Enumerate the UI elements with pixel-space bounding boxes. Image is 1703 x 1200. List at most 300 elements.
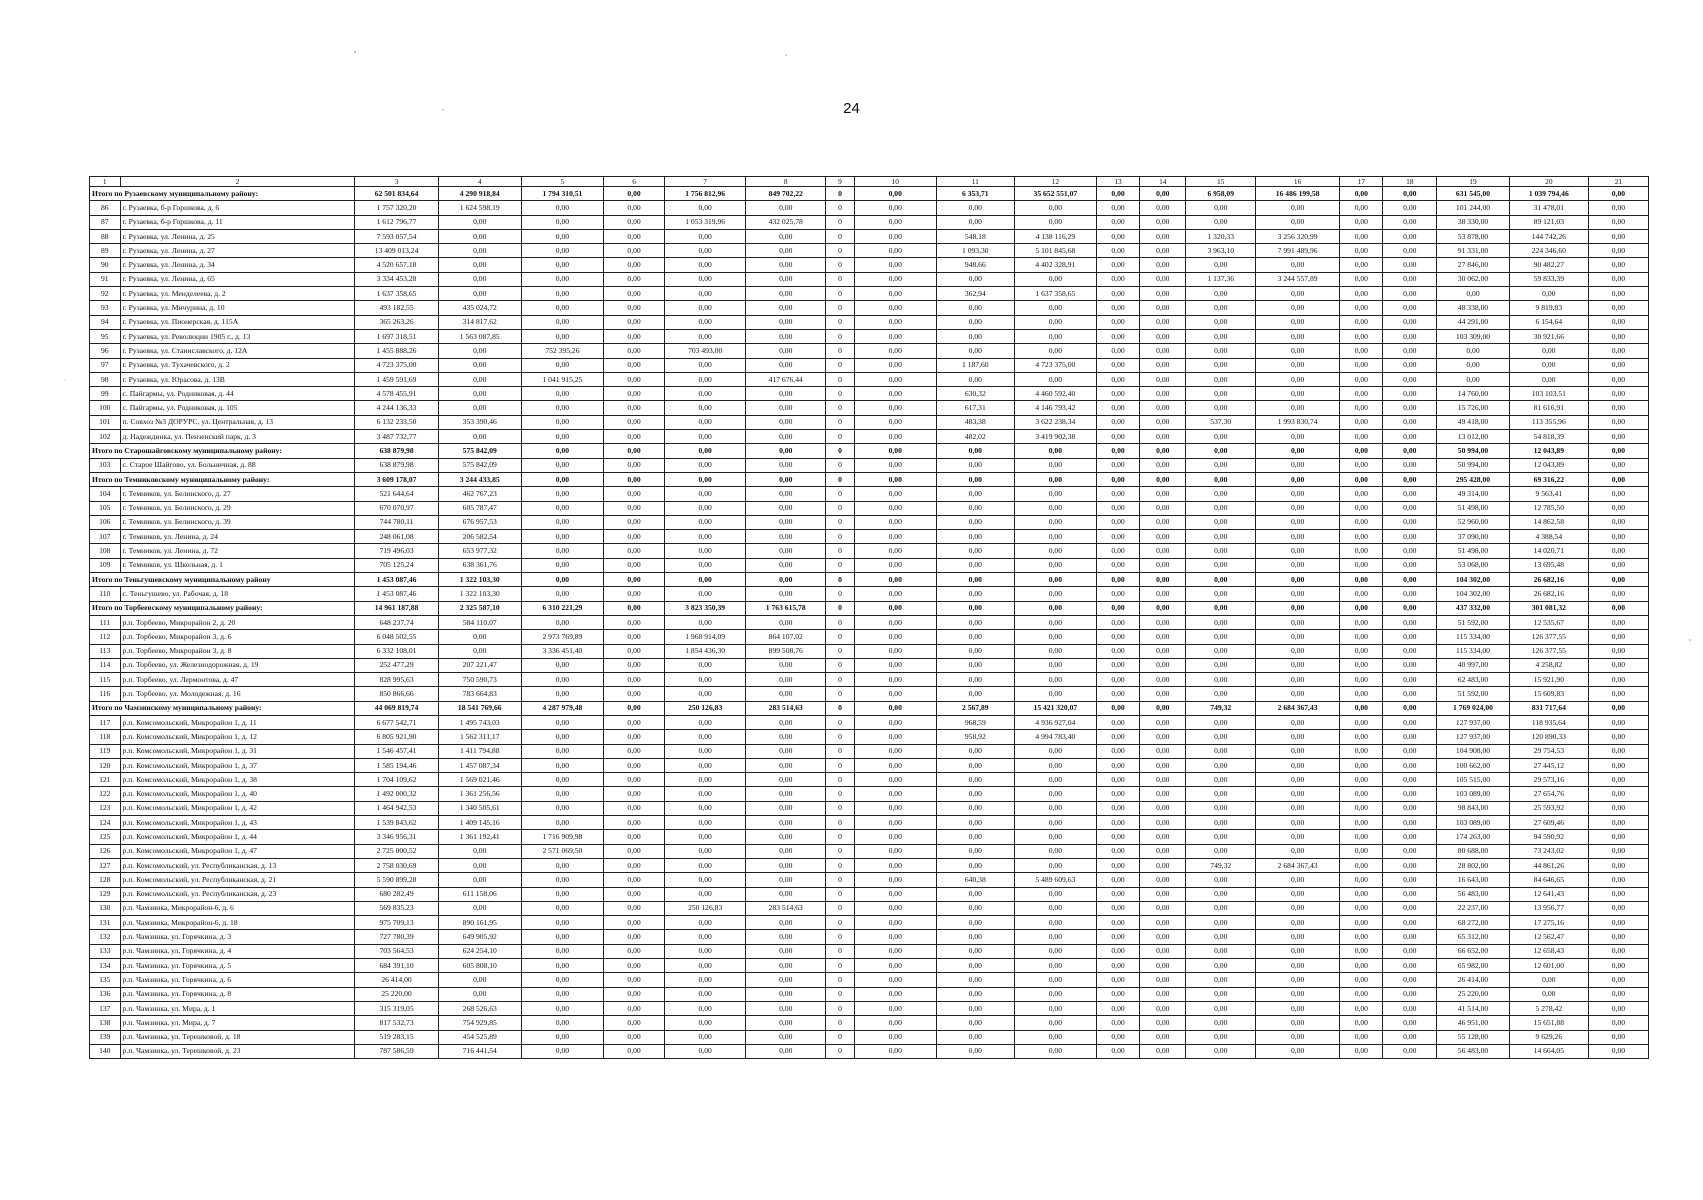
value-cell: 0 [826,358,854,372]
value-cell: 0,00 [936,787,1014,801]
value-cell: 0,00 [665,472,746,486]
value-cell: 0,00 [854,1044,936,1058]
value-cell: 0,00 [1096,344,1139,358]
row-number: 89 [90,244,121,258]
value-cell: 0,00 [1096,730,1139,744]
value-cell: 53 878,00 [1437,229,1510,243]
value-cell: 2 684 367,43 [1255,858,1339,872]
value-cell: 0,00 [1383,315,1437,329]
value-cell: 0,00 [936,801,1014,815]
value-cell: 0,00 [1096,901,1139,915]
value-cell: 127 937,00 [1437,730,1510,744]
value-cell: 5 278,42 [1509,1001,1588,1015]
value-cell: 0,00 [521,215,603,229]
value-cell: 0 [826,630,854,644]
value-cell: 0,00 [1588,258,1648,272]
row-number: 117 [90,715,121,729]
value-cell: 0,00 [1186,487,1256,501]
value-cell: 0,00 [854,458,936,472]
value-cell: 44 291,00 [1437,315,1510,329]
value-cell: 0,00 [604,530,665,544]
address-cell: г. Рузаевка, ул. Мичурина, д. 10 [120,301,355,315]
value-cell: 0 [826,1030,854,1044]
value-cell: 0,00 [1140,372,1186,386]
value-cell: 0,00 [854,744,936,758]
value-cell: 1 563 087,85 [438,329,521,343]
value-cell: 0,00 [854,816,936,830]
value-cell: 0,00 [746,501,826,515]
column-number: 14 [1140,177,1186,187]
value-cell: 787 586,59 [355,1044,438,1058]
value-cell: 0,00 [1588,758,1648,772]
value-cell: 0,00 [1096,372,1139,386]
value-cell: 0,00 [1383,1044,1437,1058]
table-row [90,415,1649,429]
value-cell: 0,00 [936,1030,1014,1044]
value-cell: 55 128,00 [1437,1030,1510,1044]
value-cell: 0,00 [1140,944,1186,958]
row-number: 101 [90,415,121,429]
value-cell: 0,00 [604,901,665,915]
value-cell: 0,00 [665,930,746,944]
value-cell: 4 723 375,00 [355,358,438,372]
row-number: 86 [90,201,121,215]
value-cell: 0 [826,458,854,472]
value-cell: 0,00 [746,773,826,787]
value-cell: 0,00 [665,787,746,801]
row-number: 116 [90,687,121,701]
value-cell: 0,00 [1186,873,1256,887]
row-number: 135 [90,973,121,987]
value-cell: 3 256 320,99 [1255,229,1339,243]
value-cell: 98 843,00 [1437,801,1510,815]
value-cell: 0,00 [1140,901,1186,915]
value-cell: 0,00 [1340,587,1383,601]
value-cell: 0,00 [1096,987,1139,1001]
value-cell: 0 [826,301,854,315]
value-cell: 0,00 [1383,630,1437,644]
address-cell: с. Старое Шайгово, ул. Больничная, д. 88 [120,458,355,472]
value-cell: 0,00 [1140,787,1186,801]
value-cell: 0,00 [1014,501,1096,515]
value-cell: 0 [826,715,854,729]
address-cell: р.п. Комсомольский, ул. Республиканская, д. 23 [120,887,355,901]
value-cell: 48 338,00 [1437,301,1510,315]
value-cell: 118 935,64 [1509,715,1588,729]
value-cell: 0,00 [746,873,826,887]
value-cell: 0,00 [1383,329,1437,343]
value-cell: 1 569 021,46 [438,773,521,787]
value-cell: 0,00 [1340,430,1383,444]
value-cell: 81 616,91 [1509,401,1588,415]
value-cell: 0,00 [1383,587,1437,601]
value-cell: 68 272,00 [1437,916,1510,930]
value-cell: 0,00 [604,873,665,887]
value-cell: 0,00 [1255,358,1339,372]
value-cell: 0,00 [1014,315,1096,329]
value-cell: 174 263,00 [1437,830,1510,844]
value-cell: 611 158,06 [438,887,521,901]
table-row [90,215,1649,229]
row-number: 136 [90,987,121,1001]
value-cell: 0,00 [1186,944,1256,958]
row-number: 95 [90,329,121,343]
row-number: 90 [90,258,121,272]
value-cell: 0,00 [604,758,665,772]
value-cell: 0,00 [854,730,936,744]
value-cell: 104 302,00 [1437,587,1510,601]
value-cell: 0,00 [1588,487,1648,501]
value-cell: 0,00 [1014,744,1096,758]
value-cell: 0,00 [1014,1044,1096,1058]
value-cell: 0,00 [604,1016,665,1030]
row-number: 125 [90,830,121,844]
value-cell: 0,00 [665,287,746,301]
value-cell: 0,00 [854,944,936,958]
value-cell: 0,00 [1588,358,1648,372]
value-cell: 0,00 [1340,1030,1383,1044]
value-cell: 252 477,29 [355,658,438,672]
value-cell: 0,00 [936,573,1014,587]
table-row [90,630,1649,644]
value-cell: 4 994 783,40 [1014,730,1096,744]
value-cell: 0 [826,658,854,672]
value-cell: 0,00 [1096,287,1139,301]
value-cell: 0,00 [604,687,665,701]
value-cell: 0,00 [665,501,746,515]
column-number: 19 [1437,177,1510,187]
value-cell: 0,00 [438,630,521,644]
value-cell: 0 [826,1016,854,1030]
value-cell: 0,00 [604,472,665,486]
value-cell: 0,00 [665,687,746,701]
value-cell: 0,00 [665,816,746,830]
table-row [90,401,1649,415]
value-cell: 0,00 [1255,444,1339,458]
value-cell: 0,00 [1140,644,1186,658]
table-row [90,301,1649,315]
value-cell: 0,00 [1383,501,1437,515]
value-cell: 0,00 [1140,816,1186,830]
address-cell: р.п. Чамзинка, Микрорайон-6, д. 6 [120,901,355,915]
value-cell: 0,00 [604,573,665,587]
table-row [90,615,1649,629]
value-cell: 0,00 [604,358,665,372]
value-cell: 1 697 318,51 [355,329,438,343]
value-cell: 0,00 [854,715,936,729]
table-row [90,487,1649,501]
value-cell: 0,00 [936,844,1014,858]
value-cell: 0,00 [1588,644,1648,658]
value-cell: 0,00 [1340,444,1383,458]
value-cell: 0,00 [1588,372,1648,386]
value-cell: 0 [826,1044,854,1058]
value-cell: 0,00 [1255,844,1339,858]
value-cell: 0,00 [1340,458,1383,472]
value-cell: 365 263,26 [355,315,438,329]
address-cell: р.п. Чамзинка, ул. Горячкина, д. 3 [120,930,355,944]
value-cell: 0,00 [1014,959,1096,973]
value-cell: 0,00 [1255,916,1339,930]
row-number: 96 [90,344,121,358]
value-cell: 0,00 [1340,258,1383,272]
value-cell: 0,00 [1014,916,1096,930]
value-cell: 0,00 [1255,515,1339,529]
value-cell: 0,00 [1140,959,1186,973]
value-cell: 1 320,33 [1186,229,1256,243]
value-cell: 0,00 [1588,287,1648,301]
row-number: 134 [90,959,121,973]
value-cell: 0,00 [1096,830,1139,844]
value-cell: 0,00 [665,944,746,958]
value-cell: 0,00 [604,272,665,286]
value-cell: 519 283,15 [355,1030,438,1044]
value-cell: 716 441,54 [438,1044,521,1058]
value-cell: 1 546 457,41 [355,744,438,758]
value-cell: 12 562,47 [1509,930,1588,944]
row-number: 111 [90,615,121,629]
value-cell: 0,00 [1340,544,1383,558]
value-cell: 0,00 [665,1016,746,1030]
value-cell: 0,00 [1340,515,1383,529]
value-cell: 0,00 [936,487,1014,501]
value-cell: 0,00 [1096,916,1139,930]
value-cell: 0,00 [1383,901,1437,915]
value-cell: 0,00 [746,787,826,801]
address-cell: г. Темников, ул. Ленина, д. 72 [120,544,355,558]
row-number: 102 [90,430,121,444]
value-cell: 0,00 [1096,887,1139,901]
value-cell: 1 322 103,30 [438,587,521,601]
value-cell: 103 089,00 [1437,816,1510,830]
value-cell: 4 258,82 [1509,658,1588,672]
value-cell: 0,00 [1014,487,1096,501]
value-cell: 0,00 [1096,329,1139,343]
value-cell: 0,00 [438,272,521,286]
value-cell: 62 483,00 [1437,673,1510,687]
value-cell: 0,00 [1096,701,1139,715]
value-cell: 0 [826,830,854,844]
row-number: 92 [90,287,121,301]
value-cell: 6 958,09 [1186,187,1256,201]
value-cell: 0,00 [438,244,521,258]
value-cell: 103 103,51 [1509,387,1588,401]
value-cell: 26 414,00 [355,973,438,987]
value-cell: 0,00 [1588,687,1648,701]
value-cell: 0,00 [1340,858,1383,872]
value-cell: 0,00 [604,715,665,729]
value-cell: 0,00 [1140,201,1186,215]
value-cell: 6 048 502,55 [355,630,438,644]
row-number: 104 [90,487,121,501]
value-cell: 0,00 [1014,601,1096,615]
address-cell: р.п. Чамзинка, ул. Горячкина, д. 5 [120,959,355,973]
value-cell: 283 514,63 [746,701,826,715]
value-cell: 0,00 [1096,715,1139,729]
row-number: 129 [90,887,121,901]
value-cell: 224 346,60 [1509,244,1588,258]
address-cell: с. Пайгармы, ул. Родниковая, д. 44 [120,387,355,401]
value-cell: 22 237,00 [1437,901,1510,915]
value-cell: 0,00 [521,558,603,572]
address-cell: г. Рузаевка, б-р Горшкова, д. 11 [120,215,355,229]
value-cell: 40 997,00 [1437,658,1510,672]
value-cell: 0,00 [1588,1030,1648,1044]
value-cell: 1 457 087,34 [438,758,521,772]
value-cell: 0,00 [521,1016,603,1030]
value-cell: 0,00 [1255,315,1339,329]
value-cell: 0,00 [746,401,826,415]
value-cell: 0,00 [604,301,665,315]
value-cell: 0,00 [1186,601,1256,615]
value-cell: 0,00 [746,358,826,372]
value-cell: 0,00 [936,530,1014,544]
address-cell: г. Рузаевка, ул. Пионерская, д. 115А [120,315,355,329]
value-cell: 0,00 [1383,244,1437,258]
value-cell: 0,00 [1096,430,1139,444]
value-cell: 0,00 [604,987,665,1001]
value-cell: 0,00 [1255,344,1339,358]
value-cell: 0,00 [1186,658,1256,672]
value-cell: 0,00 [1588,544,1648,558]
value-cell: 0,00 [521,229,603,243]
value-cell: 0,00 [1014,973,1096,987]
value-cell: 0,00 [665,773,746,787]
value-cell: 0,00 [1255,530,1339,544]
value-cell: 6 132 233,50 [355,415,438,429]
value-cell: 0,00 [665,916,746,930]
value-cell: 0,00 [1255,959,1339,973]
value-cell: 0,00 [665,558,746,572]
value-cell: 0,00 [438,344,521,358]
value-cell: 0,00 [604,673,665,687]
value-cell: 0,00 [854,215,936,229]
value-cell: 0,00 [1140,887,1186,901]
value-cell: 0,00 [854,1001,936,1015]
value-cell: 948,66 [936,258,1014,272]
value-cell: 754 929,85 [438,1016,521,1030]
value-cell: 0,00 [1096,787,1139,801]
value-cell: 0,00 [1140,530,1186,544]
value-cell: 0,00 [854,229,936,243]
value-cell: 89 121,03 [1509,215,1588,229]
value-cell: 0,00 [1186,215,1256,229]
value-cell: 0,00 [936,687,1014,701]
value-cell: 0,00 [1255,201,1339,215]
value-cell: 0,00 [1255,787,1339,801]
value-cell: 0,00 [936,644,1014,658]
address-cell: г. Рузаевка, б-р Горшкова, д. 6 [120,201,355,215]
address-cell: р.п. Чамзинка, ул. Горячкина, д. 4 [120,944,355,958]
value-cell: 0,00 [1096,472,1139,486]
value-cell: 0,00 [1588,472,1648,486]
value-cell: 0,00 [1140,858,1186,872]
value-cell: 0 [826,758,854,772]
value-cell: 0,00 [854,916,936,930]
value-cell: 206 582,54 [438,530,521,544]
value-cell: 0,00 [1140,287,1186,301]
value-cell: 0,00 [1140,1001,1186,1015]
value-cell: 653 977,32 [438,544,521,558]
value-cell: 0,00 [1014,901,1096,915]
value-cell: 0,00 [665,272,746,286]
value-cell: 0,00 [1340,644,1383,658]
value-cell: 0,00 [1255,673,1339,687]
value-cell: 0,00 [1255,744,1339,758]
value-cell: 0,00 [665,587,746,601]
value-cell: 1 464 942,53 [355,801,438,815]
row-number: 131 [90,916,121,930]
address-cell: р.п. Торбеево, ул. Молодежная, д. 16 [120,687,355,701]
value-cell: 0,00 [936,858,1014,872]
value-cell: 548,18 [936,229,1014,243]
value-cell: 0,00 [521,887,603,901]
value-cell: 1 757 320,20 [355,201,438,215]
value-cell: 3 609 178,07 [355,472,438,486]
value-cell: 0 [826,887,854,901]
value-cell: 1 539 843,62 [355,816,438,830]
value-cell: 46 951,00 [1437,1016,1510,1030]
value-cell: 1 411 794,88 [438,744,521,758]
value-cell: 0 [826,987,854,1001]
value-cell: 1 187,60 [936,358,1014,372]
value-cell: 14 664,05 [1509,1044,1588,1058]
value-cell: 0,00 [854,329,936,343]
value-cell: 0,00 [746,987,826,1001]
value-cell: 0,00 [604,973,665,987]
table-row [90,1001,1649,1015]
value-cell: 0,00 [1096,658,1139,672]
value-cell: 0,00 [1186,758,1256,772]
value-cell: 0,00 [1255,501,1339,515]
value-cell: 105 515,00 [1437,773,1510,787]
value-cell: 0,00 [521,658,603,672]
value-cell: 1 637 358,65 [355,287,438,301]
row-number: 97 [90,358,121,372]
address-cell: г. Темников, ул. Белинского, д. 27 [120,487,355,501]
column-number-row [90,177,1649,187]
value-cell: 0,00 [604,587,665,601]
value-cell: 0,00 [1340,844,1383,858]
value-cell: 295 428,00 [1437,472,1510,486]
value-cell: 1 756 812,96 [665,187,746,201]
table-row [90,258,1649,272]
value-cell: 0,00 [1255,573,1339,587]
value-cell: 0,00 [1383,344,1437,358]
value-cell: 0,00 [604,387,665,401]
value-cell: 0,00 [1096,301,1139,315]
value-cell: 0,00 [1255,773,1339,787]
value-cell: 0,00 [1014,201,1096,215]
value-cell: 126 377,55 [1509,644,1588,658]
value-cell: 0,00 [1255,887,1339,901]
value-cell: 0,00 [854,615,936,629]
value-cell: 0,00 [1340,329,1383,343]
value-cell: 0,00 [604,816,665,830]
address-cell: р.п. Торбеево, Микрорайон 3, д. 6 [120,630,355,644]
value-cell: 5 489 609,63 [1014,873,1096,887]
value-cell: 0,00 [521,973,603,987]
value-cell: 0,00 [1588,244,1648,258]
value-cell: 0,00 [438,401,521,415]
column-number: 21 [1588,177,1648,187]
value-cell: 0,00 [1588,973,1648,987]
table-row [90,816,1649,830]
total-label: Итого по Чамзинскому муниципальному району: [90,701,355,715]
value-cell: 1 455 888,26 [355,344,438,358]
value-cell: 0,00 [521,1044,603,1058]
value-cell: 0,00 [1383,287,1437,301]
